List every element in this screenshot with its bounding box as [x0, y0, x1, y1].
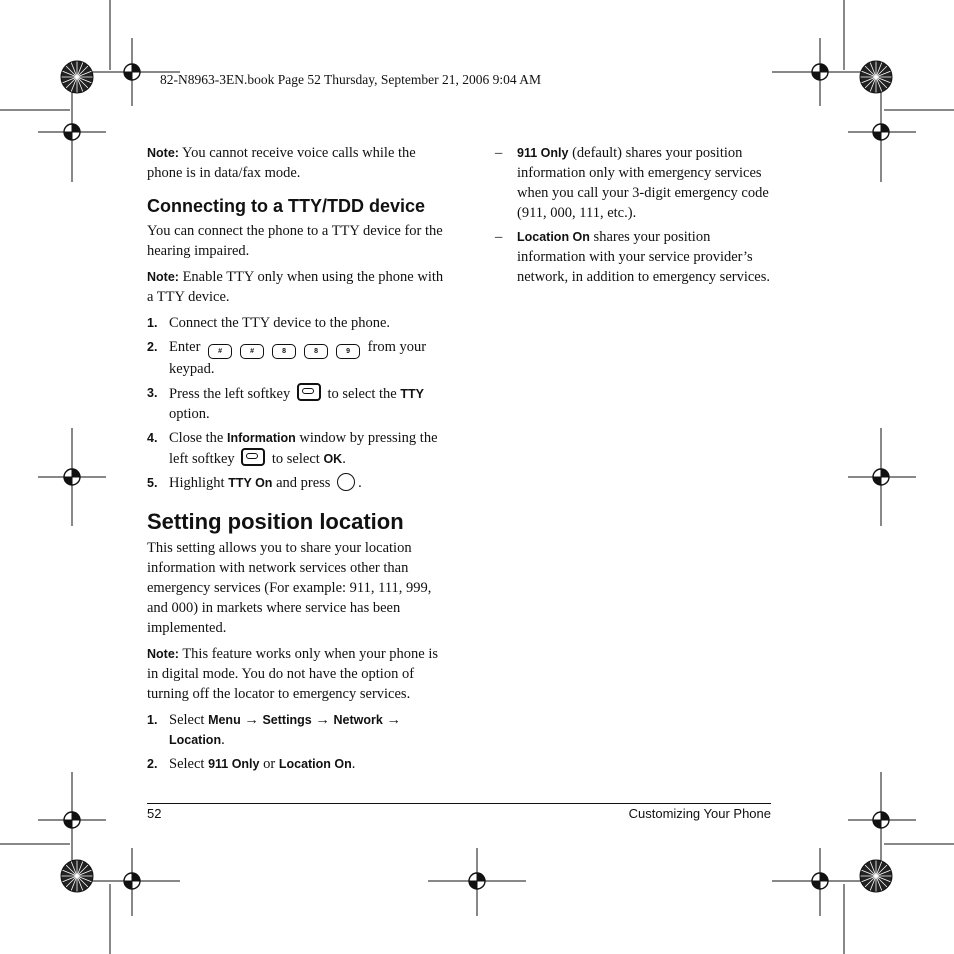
- crop-header: 82-N8963-3EN.book Page 52 Thursday, September 21, 2006 9:04 AM: [160, 72, 541, 87]
- note-text: Enable TTY only when using the phone with a TTY device.: [147, 269, 444, 305]
- option-location-on: [495, 227, 771, 287]
- pound-key-icon: #: [240, 344, 264, 359]
- position-intro: This setting allows you to share your location information with network services other than emergency services (For example: 911, 111, 999, and 000) in markets where service has been implemented.: [147, 540, 432, 636]
- tty-step-1: [147, 313, 447, 333]
- footer-rule: [147, 803, 771, 804]
- arrow: →: [244, 712, 259, 728]
- step-text: and press: [276, 475, 331, 491]
- step-text: Connect the TTY device to the phone.: [169, 315, 391, 331]
- dash: –: [495, 229, 503, 245]
- tty-intro: You can connect the phone to a TTY device for the hearing impaired.: [147, 223, 443, 259]
- step-text: or: [263, 756, 276, 772]
- step-text: window by pressing the left softkey: [169, 430, 438, 467]
- step-text: .: [351, 756, 356, 772]
- ui-term: Information: [227, 431, 296, 445]
- menu-term: 911 Only: [208, 757, 260, 771]
- ui-term: OK: [323, 452, 343, 466]
- right-column: [495, 143, 771, 287]
- left-column: [147, 143, 447, 774]
- position-step-2: [147, 754, 447, 774]
- ui-term: TTY On: [228, 476, 273, 490]
- step-number: 1.: [147, 713, 158, 727]
- option-term: 911 Only: [517, 146, 569, 160]
- note-label: Note:: [147, 647, 179, 661]
- tty-step-3: [147, 383, 447, 424]
- ui-term: TTY: [400, 387, 424, 401]
- option-term: Location On: [517, 230, 590, 244]
- menu-term: Menu: [208, 713, 241, 727]
- note-text: This feature works only when your phone is in digital mode. You do not have the option of turning off the locator to emergency services.: [147, 646, 439, 702]
- eight-key-icon: 8: [272, 344, 296, 359]
- menu-term: Network: [333, 713, 383, 727]
- arrow: →: [386, 712, 401, 728]
- note-data-fax: [147, 143, 447, 183]
- step-text: to select the: [327, 386, 397, 402]
- step-number: 5.: [147, 476, 158, 490]
- dash: –: [495, 145, 503, 161]
- tty-step-5: [147, 473, 447, 493]
- step-text: from your keypad.: [169, 339, 427, 377]
- step-text: Highlight: [169, 475, 225, 491]
- section-heading-position: Setting position location: [147, 509, 404, 534]
- step-number: 1.: [147, 316, 158, 330]
- page-number: 52: [147, 806, 162, 821]
- footer-section: Customizing Your Phone: [628, 806, 771, 821]
- step-number: 2.: [147, 340, 158, 354]
- option-text: (default) shares your position information only with emergency services when you call your 3-digit emergency code (911, 000, 111, etc.).: [517, 145, 769, 221]
- note-label: Note:: [147, 270, 179, 284]
- nine-key-icon: 9: [336, 344, 360, 359]
- note-digital: [147, 644, 447, 704]
- note-text: You cannot receive voice calls while the phone is in data/fax mode.: [147, 145, 416, 181]
- menu-term: Location: [169, 733, 222, 747]
- step-text: .: [221, 732, 225, 748]
- left-softkey-icon: [241, 448, 265, 466]
- step-number: 3.: [147, 386, 158, 400]
- ok-key-icon: [337, 473, 355, 491]
- tty-step-2: [147, 337, 447, 379]
- option-text: shares your position information with your service provider’s network, in addition to emergency services.: [517, 229, 771, 285]
- arrow: →: [315, 712, 330, 728]
- menu-term: Location On: [278, 757, 352, 771]
- position-step-1: [147, 710, 447, 750]
- step-text: Press the left softkey: [169, 386, 291, 402]
- note-label: Note:: [147, 146, 179, 160]
- pound-key-icon: #: [208, 344, 232, 359]
- step-text: .: [342, 451, 346, 467]
- step-text: Enter: [169, 339, 201, 355]
- step-text: Select: [169, 712, 205, 728]
- step-number: 4.: [147, 431, 158, 445]
- section-heading-tty: Connecting to a TTY/TDD device: [147, 196, 426, 216]
- tty-step-4: [147, 428, 447, 469]
- step-text: Close the: [169, 430, 224, 446]
- menu-term: Settings: [262, 713, 312, 727]
- option-911-only: [495, 143, 771, 223]
- step-text: .: [358, 475, 362, 491]
- note-tty: [147, 267, 447, 307]
- eight-key-icon: 8: [304, 344, 328, 359]
- step-number: 2.: [147, 757, 158, 771]
- step-text: to select: [271, 451, 320, 467]
- step-text: option.: [169, 406, 210, 422]
- left-softkey-icon: [297, 383, 321, 401]
- step-text: Select: [169, 756, 205, 772]
